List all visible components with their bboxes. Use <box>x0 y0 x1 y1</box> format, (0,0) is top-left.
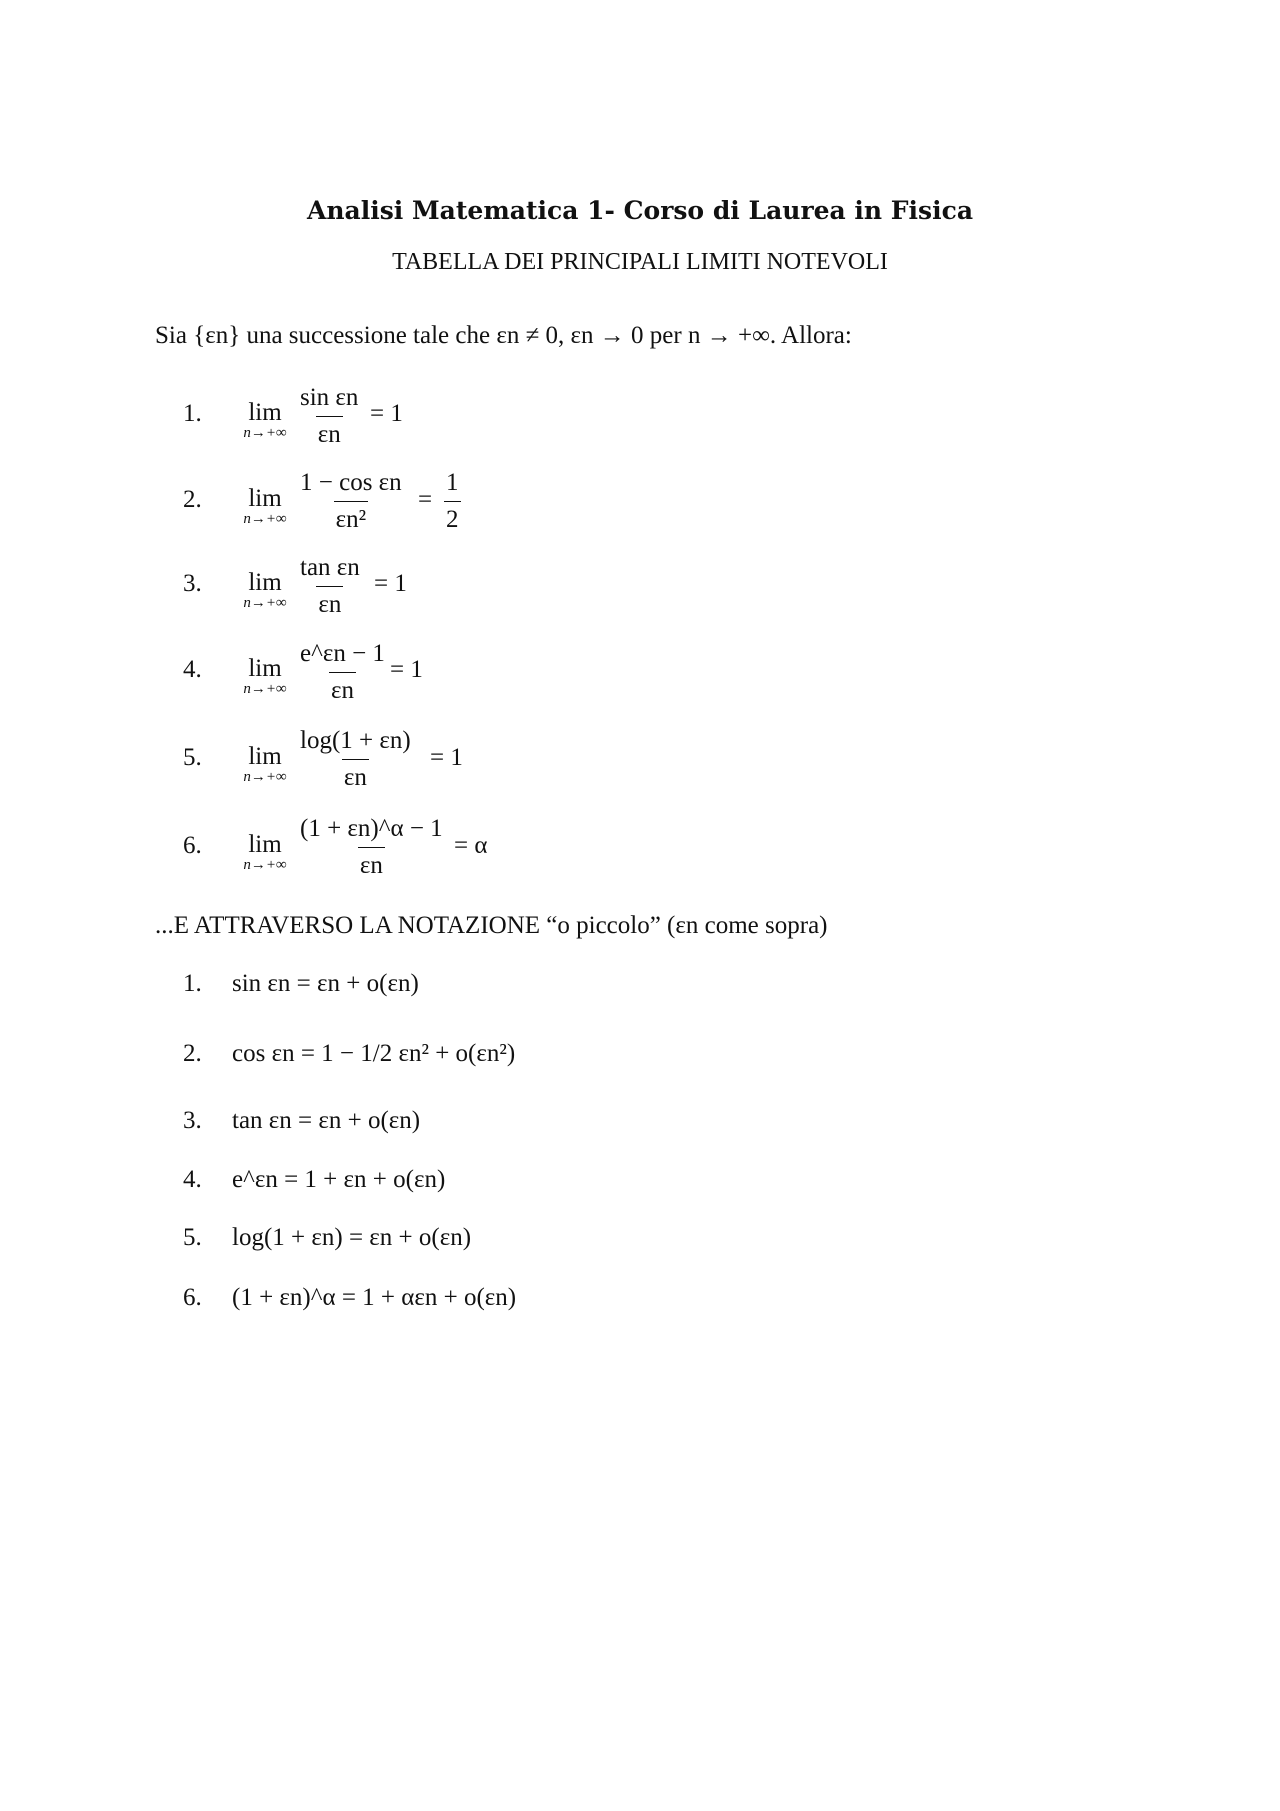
limit-operator: lim n→+∞ <box>243 743 287 785</box>
limit-fraction: $\frac{e\^{}\varepsilon n - 1}{\varepsilon n}$ <box>300 640 385 704</box>
equals-sign: = <box>418 486 433 513</box>
limit-fraction: $\frac{\text{tan εn}}{\varepsilon n}$ <box>300 554 360 618</box>
expansion-formula: e^εn = 1 + εn + o(εn) <box>232 1166 446 1193</box>
expansion-index: 3. <box>183 1107 202 1134</box>
limit-operator: lim n→+∞ <box>243 485 287 527</box>
expansion-formula: (1 + εn)^α = 1 + αεn + o(εn) <box>232 1284 517 1311</box>
section-heading: ...E ATTRAVERSO LA NOTAZIONE “o piccolo” (εn come sopra) <box>155 912 828 939</box>
limit-operator: lim n→+∞ <box>243 399 287 441</box>
limit-fraction: $\frac{(1 + \varepsilon n)\^{}\alpha - 1}{\varepsilon n}$ <box>300 815 443 879</box>
limit-fraction: $\frac{\text{sin εn}}{\varepsilon n}$ <box>300 384 359 448</box>
limit-index: 3. <box>183 570 202 597</box>
expansion-index: 4. <box>183 1166 202 1193</box>
limit-fraction: $\frac{\text{1 − cos εn}}{\text{εn²}}$ <box>300 469 402 533</box>
expansion-formula: tan εn = εn + o(εn) <box>232 1107 421 1134</box>
limit-result: = 1 <box>390 656 423 683</box>
expansion-index: 1. <box>183 970 202 997</box>
limit-index: 5. <box>183 744 202 771</box>
limit-index: 6. <box>183 832 202 859</box>
limit-fraction: $\frac{\log(1 + \varepsilon n)}{\varepsilon n}$ <box>300 727 411 791</box>
limit-operator: lim n→+∞ <box>243 655 287 697</box>
expansion-index: 6. <box>183 1284 202 1311</box>
expansion-formula: log(1 + εn) = εn + o(εn) <box>232 1224 472 1251</box>
intro-statement: Sia {εn} una successione tale che εn ≠ 0, εn → 0 per n → +∞. Allora: <box>155 322 852 349</box>
limit-operator: lim n→+∞ <box>243 831 287 873</box>
limit-result: = 1 <box>430 744 463 771</box>
expansion-index: 2. <box>183 1040 202 1067</box>
limit-index: 2. <box>183 486 202 513</box>
limit-result: = 1 <box>370 400 403 427</box>
limit-index: 1. <box>183 400 202 427</box>
page-title: Analisi Matematica 1- Corso di Laurea in Fisica <box>306 196 974 225</box>
limit-result: = 1 <box>374 570 407 597</box>
limit-result: = α <box>454 832 488 859</box>
expansion-index: 5. <box>183 1224 202 1251</box>
expansion-formula: sin εn = εn + o(εn) <box>232 970 419 997</box>
expansion-formula: cos εn = 1 − 1/2 εn² + o(εn²) <box>232 1040 516 1067</box>
limit-index: 4. <box>183 656 202 683</box>
limit-result-fraction: $\frac{1}{2}$ <box>446 469 459 533</box>
limit-operator: lim n→+∞ <box>243 569 287 611</box>
page-subtitle: TABELLA DEI PRINCIPALI LIMITI NOTEVOLI <box>392 249 888 275</box>
